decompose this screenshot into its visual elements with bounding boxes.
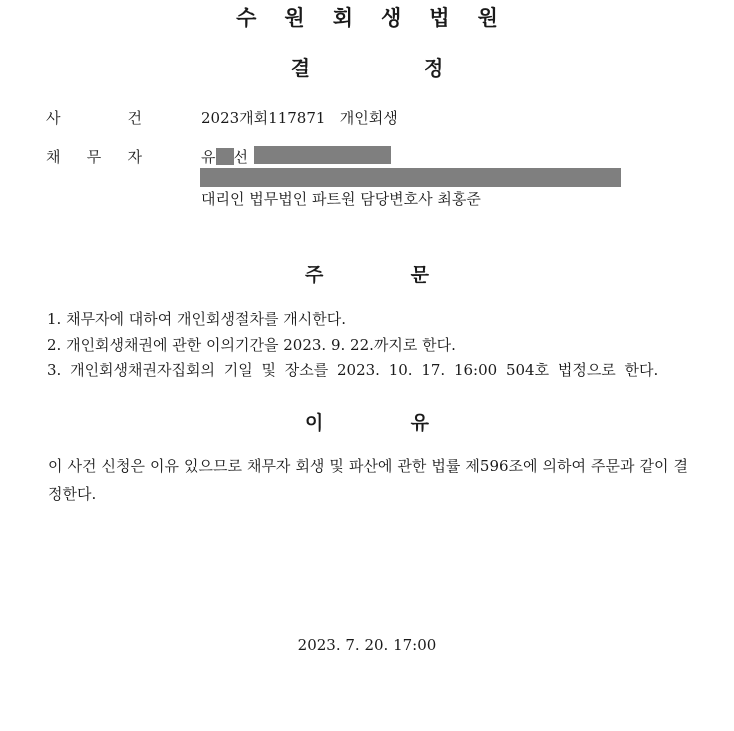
order-item-3: 3. 개인회생채권자집회의 기일 및 장소를 2023. 10. 17. 16:00 504호 법정으로 한다. <box>47 361 659 379</box>
debtor-name-last: 선 <box>233 148 248 166</box>
redaction-block <box>254 146 391 164</box>
redaction-block <box>216 148 234 165</box>
decision-date: 2023. 7. 20. 17:00 <box>297 636 437 654</box>
reason-text: 이 사건 신청은 이유 있으므로 채무자 회생 및 파산에 관한 법률 제596조에 의하여 주문과 같이 결정한다. <box>48 457 688 503</box>
court-name: 수원회생법원 <box>236 6 526 30</box>
decision-title-char-2: 정 <box>423 56 444 80</box>
decision-title-char-1: 결 <box>290 56 311 80</box>
reason-heading: 이 유 <box>305 412 429 434</box>
order-item-1: 1. 채무자에 대하여 개인회생절차를 개시한다. <box>47 310 346 328</box>
case-value: 2023개회117871 개인회생 <box>201 109 398 127</box>
redaction-block <box>200 168 621 187</box>
agent-line: 대리인 법무법인 파트원 담당변호사 최홍준 <box>201 190 481 208</box>
case-label: 사 건 <box>46 109 142 127</box>
order-heading: 주 문 <box>305 264 429 286</box>
order-item-2: 2. 개인회생채권에 관한 이의기간을 2023. 9. 22.까지로 한다. <box>47 336 456 354</box>
debtor-label: 채 무 자 <box>46 148 142 166</box>
debtor-name <box>201 146 248 167</box>
debtor-name-first: 유 <box>201 148 216 166</box>
decision-title <box>0 52 734 81</box>
